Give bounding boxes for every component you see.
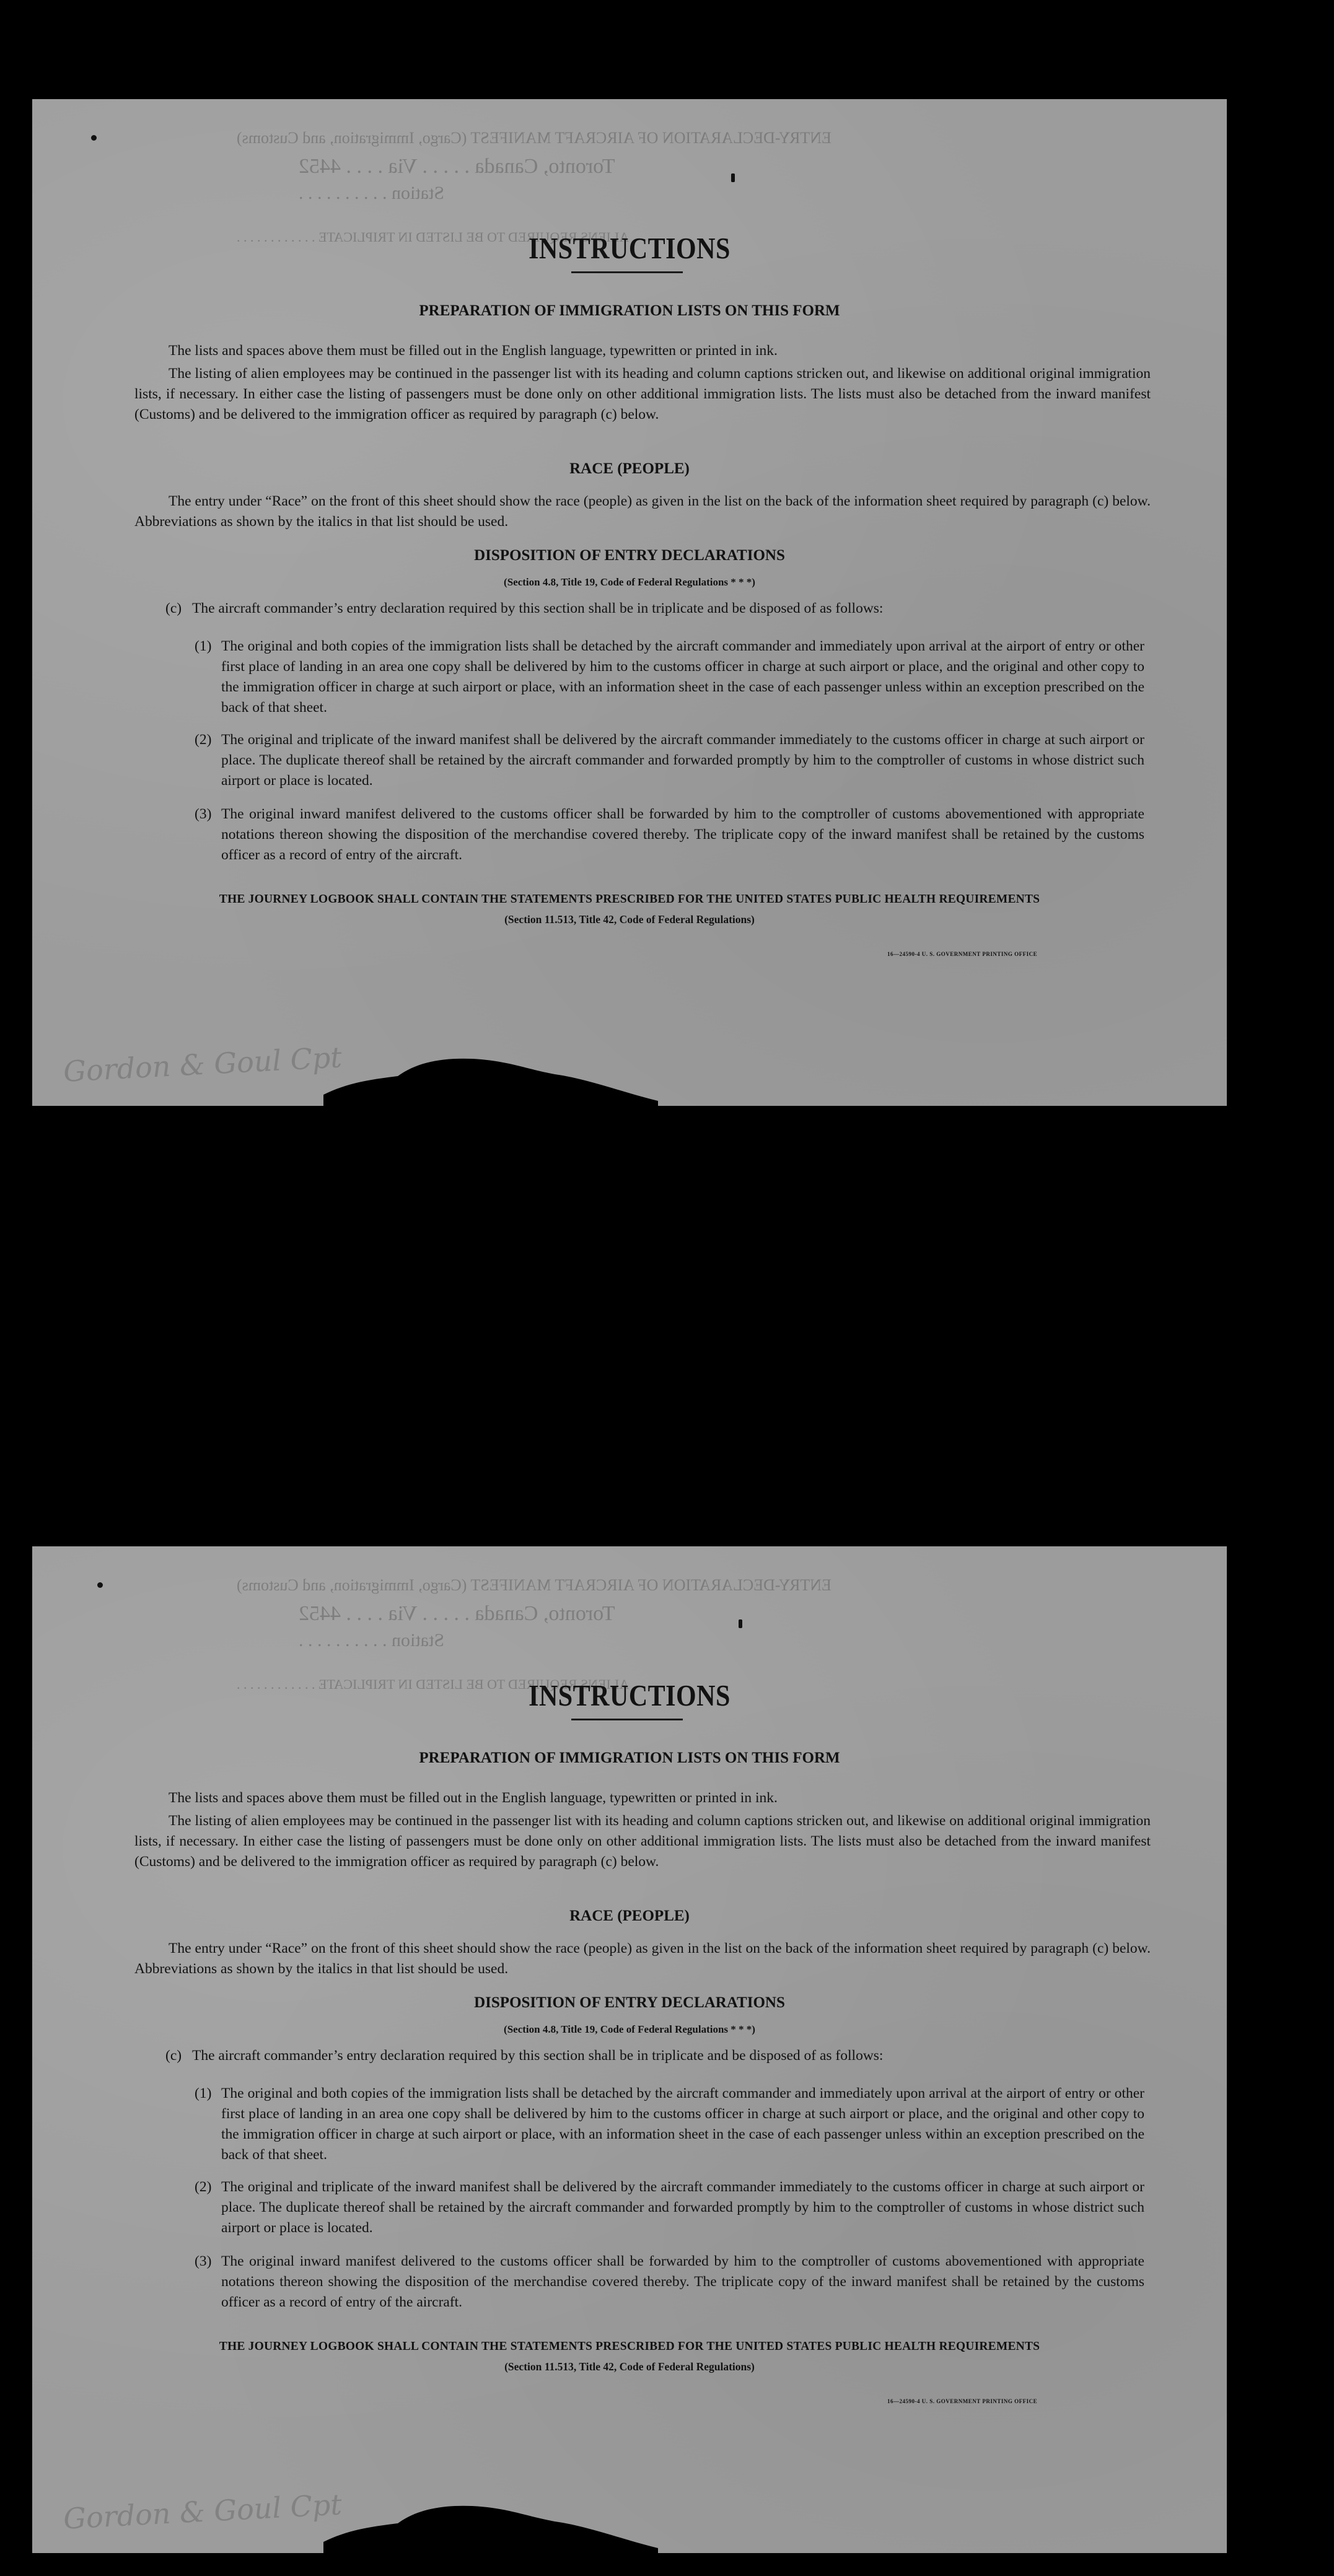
item-text-2: The original and triplicate of the inward manifest shall be delivered by the aircraft commander immediately to the customs officer in charge at such airport or place. The duplicate thereof shall be retained by the aircraft commander and forwarded promptly by him to the comptroller of customs in whose district such airport or place is located. <box>221 732 1144 789</box>
page-title: INSTRUCTIONS <box>529 232 731 266</box>
page-title: INSTRUCTIONS <box>529 1680 731 1713</box>
title-underline <box>571 271 683 273</box>
paragraph-c-intro: The aircraft commander’s entry declaration required by this section shall be in triplicate and be disposed of as follows: <box>192 2048 884 2064</box>
item-text-1: The original and both copies of the immigration lists shall be detached by the aircraft commander and immediately upon arrival at the airport of entry or other first place of landing in an area one copy shall be delivered by him to the customs officer in charge at such airport or place, and the original and other copy to the immigration officer in charge at such airport or place, with an information sheet in the case of each passenger unless within an exception prescribed on the back of that sheet. <box>221 638 1144 716</box>
punch-mark <box>97 1582 103 1588</box>
paragraph-race: The entry under “Race” on the front of this sheet should show the race (people) as given in the list on the back of the information sheet required by paragraph (c) below. Abbreviations as shown by the italics in that list should be used. <box>134 493 1151 530</box>
pen-mark <box>739 1619 742 1628</box>
paragraph-alien-employees: The listing of alien employees may be continued in the passenger list with its heading and column captions stricken out, and likewise on additional original immigration lists, if necessary. In either case the listing of passengers must be done only on other additional immigration lists. The lists must also be detached from the inward manifest (Customs) and be delivered to the immigration officer as required by paragraph (c) below. <box>134 1813 1151 1870</box>
paragraph-race: The entry under “Race” on the front of this sheet should show the race (people) as given in the list on the back of the information sheet required by paragraph (c) below. Abbreviations as shown by the italics in that list should be used. <box>134 1940 1151 1977</box>
show-through-bleed: ENTRY-DECLARATION OF AIRCRAFT MANIFEST (Cargo, Immigration, and Customs) Toronto, Canada . . . . . Via . . . . 4452 Station . . . . . . . . . . ALIENS REQUIRED TO BE LISTED IN TRIPLICATE . . . . . . . . . . . . <box>237 1576 832 1692</box>
punch-mark <box>91 135 97 141</box>
citation-section-4-8: (Section 4.8, Title 19, Code of Federal Regulations * * *) <box>504 2023 755 2035</box>
paragraph-lists: The lists and spaces above them must be filled out in the English language, typewritten or printed in ink. <box>169 343 778 359</box>
paragraph-c-intro: The aircraft commander’s entry declaration required by this section shall be in triplicate and be disposed of as follows: <box>192 600 884 616</box>
item-number-1: (1) <box>195 2085 212 2101</box>
section-heading-race: RACE (PEOPLE) <box>569 1908 690 1924</box>
clause-label-c: (c) <box>165 2048 182 2064</box>
section-heading-preparation: PREPARATION OF IMMIGRATION LISTS ON THIS FORM <box>419 1750 840 1766</box>
section-heading-disposition: DISPOSITION OF ENTRY DECLARATIONS <box>474 1994 785 2011</box>
pen-mark <box>731 173 735 182</box>
section-heading-race: RACE (PEOPLE) <box>569 460 690 477</box>
torn-edge <box>323 1058 658 1106</box>
show-through-bleed: ENTRY-DECLARATION OF AIRCRAFT MANIFEST (Cargo, Immigration, and Customs) Toronto, Canada . . . . . Via . . . . 4452 Station . . . . . . . . . . ALIENS REQUIRED TO BE LISTED IN TRIPLICATE . . . . . . . . . . . . <box>237 129 832 245</box>
item-text-1: The original and both copies of the immigration lists shall be detached by the aircraft commander and immediately upon arrival at the airport of entry or other first place of landing in an area one copy shall be delivered by him to the customs officer in charge at such airport or place, and the original and other copy to the immigration officer in charge at such airport or place, with an information sheet in the case of each passenger unless within an exception prescribed on the back of that sheet. <box>221 2085 1144 2163</box>
section-heading-preparation: PREPARATION OF IMMIGRATION LISTS ON THIS FORM <box>419 302 840 319</box>
title-underline <box>571 1719 683 1720</box>
item-number-3: (3) <box>195 806 212 822</box>
logbook-citation: (Section 11.513, Title 42, Code of Federal Regulations) <box>504 2360 755 2373</box>
item-number-2: (2) <box>195 2179 212 2195</box>
citation-section-4-8: (Section 4.8, Title 19, Code of Federal Regulations * * *) <box>504 576 755 588</box>
clause-label-c: (c) <box>165 600 182 616</box>
printing-office-code: 16—24590-4 U. S. GOVERNMENT PRINTING OFFICE <box>887 2398 1038 2404</box>
paragraph-alien-employees: The listing of alien employees may be continued in the passenger list with its heading and column captions stricken out, and likewise on additional original immigration lists, if necessary. In either case the listing of passengers must be done only on other additional immigration lists. The lists must also be detached from the inward manifest (Customs) and be delivered to the immigration officer as required by paragraph (c) below. <box>134 366 1151 423</box>
logbook-statement: THE JOURNEY LOGBOOK SHALL CONTAIN THE STATEMENTS PRESCRIBED FOR THE UNITED STATES PUBLIC HEALTH REQUIREMENTS <box>219 893 1040 906</box>
signature-bleed: Gordon & Goul Cpt <box>62 2487 343 2536</box>
document-page-1 <box>32 99 1227 1106</box>
torn-edge <box>323 2505 658 2553</box>
signature-bleed: Gordon & Goul Cpt <box>62 1040 343 1089</box>
document-page-2 <box>32 1546 1227 2553</box>
item-number-3: (3) <box>195 2253 212 2269</box>
logbook-citation: (Section 11.513, Title 42, Code of Federal Regulations) <box>504 913 755 926</box>
paragraph-lists: The lists and spaces above them must be filled out in the English language, typewritten or printed in ink. <box>169 1790 778 1806</box>
section-heading-disposition: DISPOSITION OF ENTRY DECLARATIONS <box>474 547 785 564</box>
item-number-2: (2) <box>195 732 212 748</box>
printing-office-code: 16—24590-4 U. S. GOVERNMENT PRINTING OFFICE <box>887 951 1038 957</box>
item-text-2: The original and triplicate of the inward manifest shall be delivered by the aircraft commander immediately to the customs officer in charge at such airport or place. The duplicate thereof shall be retained by the aircraft commander and forwarded promptly by him to the comptroller of customs in whose district such airport or place is located. <box>221 2179 1144 2236</box>
logbook-statement: THE JOURNEY LOGBOOK SHALL CONTAIN THE STATEMENTS PRESCRIBED FOR THE UNITED STATES PUBLIC HEALTH REQUIREMENTS <box>219 2340 1040 2353</box>
item-text-3: The original inward manifest delivered to the customs officer shall be forwarded by him to the comptroller of customs abovementioned with appropriate notations thereon showing the disposition of the merchandise covered thereby. The triplicate copy of the inward manifest shall be retained by the customs officer as a record of entry of the aircraft. <box>221 2253 1144 2310</box>
item-number-1: (1) <box>195 638 212 654</box>
item-text-3: The original inward manifest delivered to the customs officer shall be forwarded by him to the comptroller of customs abovementioned with appropriate notations thereon showing the disposition of the merchandise covered thereby. The triplicate copy of the inward manifest shall be retained by the customs officer as a record of entry of the aircraft. <box>221 806 1144 863</box>
